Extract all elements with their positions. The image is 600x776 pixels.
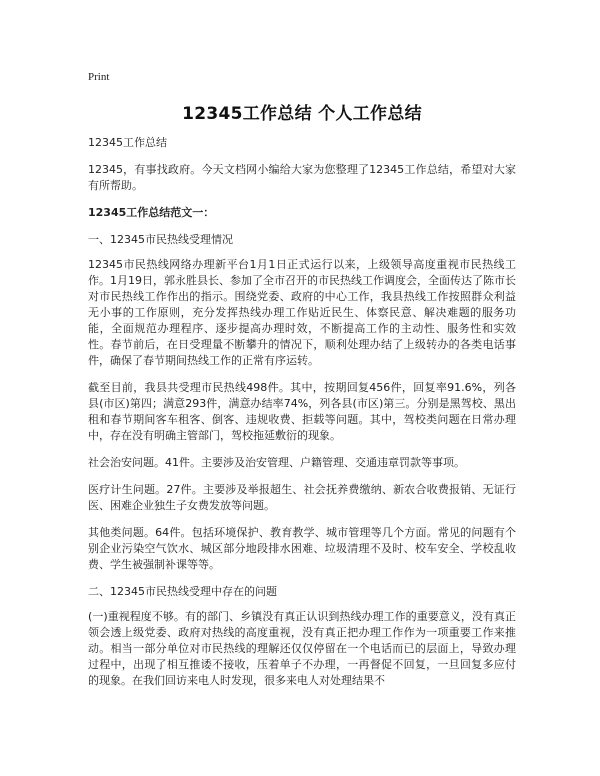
paragraph-body: 12345市民热线网络办理新平台1月1日正式运行以来，上级领导高度重视市民热线工作。1月19日，郭永胜县长、参加了全市召开的市民热线工作调度会，全面传达了陈市长对市民热线工作作出的指示。围绕党委、政府的中心工作，我县热线工作按照群众利益无小事的工作原则，充分发挥热线办理工作贴近民生、体察民意、解决难题的服务功能，全面规范办理程序、逐步提高办理时效，不断提高工作的主动性、服务性和实效性。春节前后，在日受理量不断攀升的情况下，顺利处理办结了上级转办的各类电话事件，确保了春节期间热线工作的正常有序运转。 xyxy=(88,258,516,367)
page-title: 12345工作总结 个人工作总结 xyxy=(182,104,422,124)
paragraph-subtitle: 12345工作总结 xyxy=(88,136,167,149)
paragraph-body: 其他类问题。64件。包括环境保护、教育教学、城市管理等几个方面。常见的问题有个别企业污染空气饮水、城区部分地段排水困难、垃圾清理不及时、校车安全、学校乱收费、学生被强制补课等等。 xyxy=(88,526,516,571)
article-body xyxy=(88,135,516,700)
section-heading-sample-one: 12345工作总结范文一： xyxy=(88,206,215,219)
print-link[interactable]: Print xyxy=(88,71,110,83)
paragraph-body: 截至目前，我县共受理市民热线498件。其中，按期回复456件，回复率91.6%，列各县(市区)第四；满意293件，满意办结率74%，列各县(市区)第三。分别是黑驾校、黑出租和春节期间客车租客、倒客、违规收费、拒载等问题。其中，驾校类问题在日常办理中，存在没有明确主管部门，驾校拖延敷衍的现象。 xyxy=(88,381,516,442)
section-heading-1: 一、12345市民热线受理情况 xyxy=(88,233,233,246)
paragraph-intro: 12345，有事找政府。今天文档网小编给大家为您整理了12345工作总结，希望对大家有所帮助。 xyxy=(88,163,516,192)
paragraph-body: (一)重视程度不够。有的部门、乡镇没有真正认识到热线办理工作的重要意义，没有真正领会透上级党委、政府对热线的高度重视，没有真正把办理工作作为一项重要工作来推动。相当一部分单位对市民热线的理解还仅仅停留在一个电话而已的层面上，导致办理过程中，出现了相互推诿不接收，压着单子不办理，一再督促不回复，一旦回复多应付的现象。在我们回访来电人时发现，很多来电人对处理结果不 xyxy=(88,610,516,687)
paragraph-body: 社会治安问题。41件。主要涉及治安管理、户籍管理、交通违章罚款等事项。 xyxy=(88,456,465,469)
section-heading-2: 二、12345市民热线受理中存在的问题 xyxy=(88,585,277,598)
paragraph-body: 医疗计生问题。27件。主要涉及举报超生、社会抚养费缴纳、新农合收费报销、无证行医、困难企业独生子女费发放等问题。 xyxy=(88,483,516,512)
